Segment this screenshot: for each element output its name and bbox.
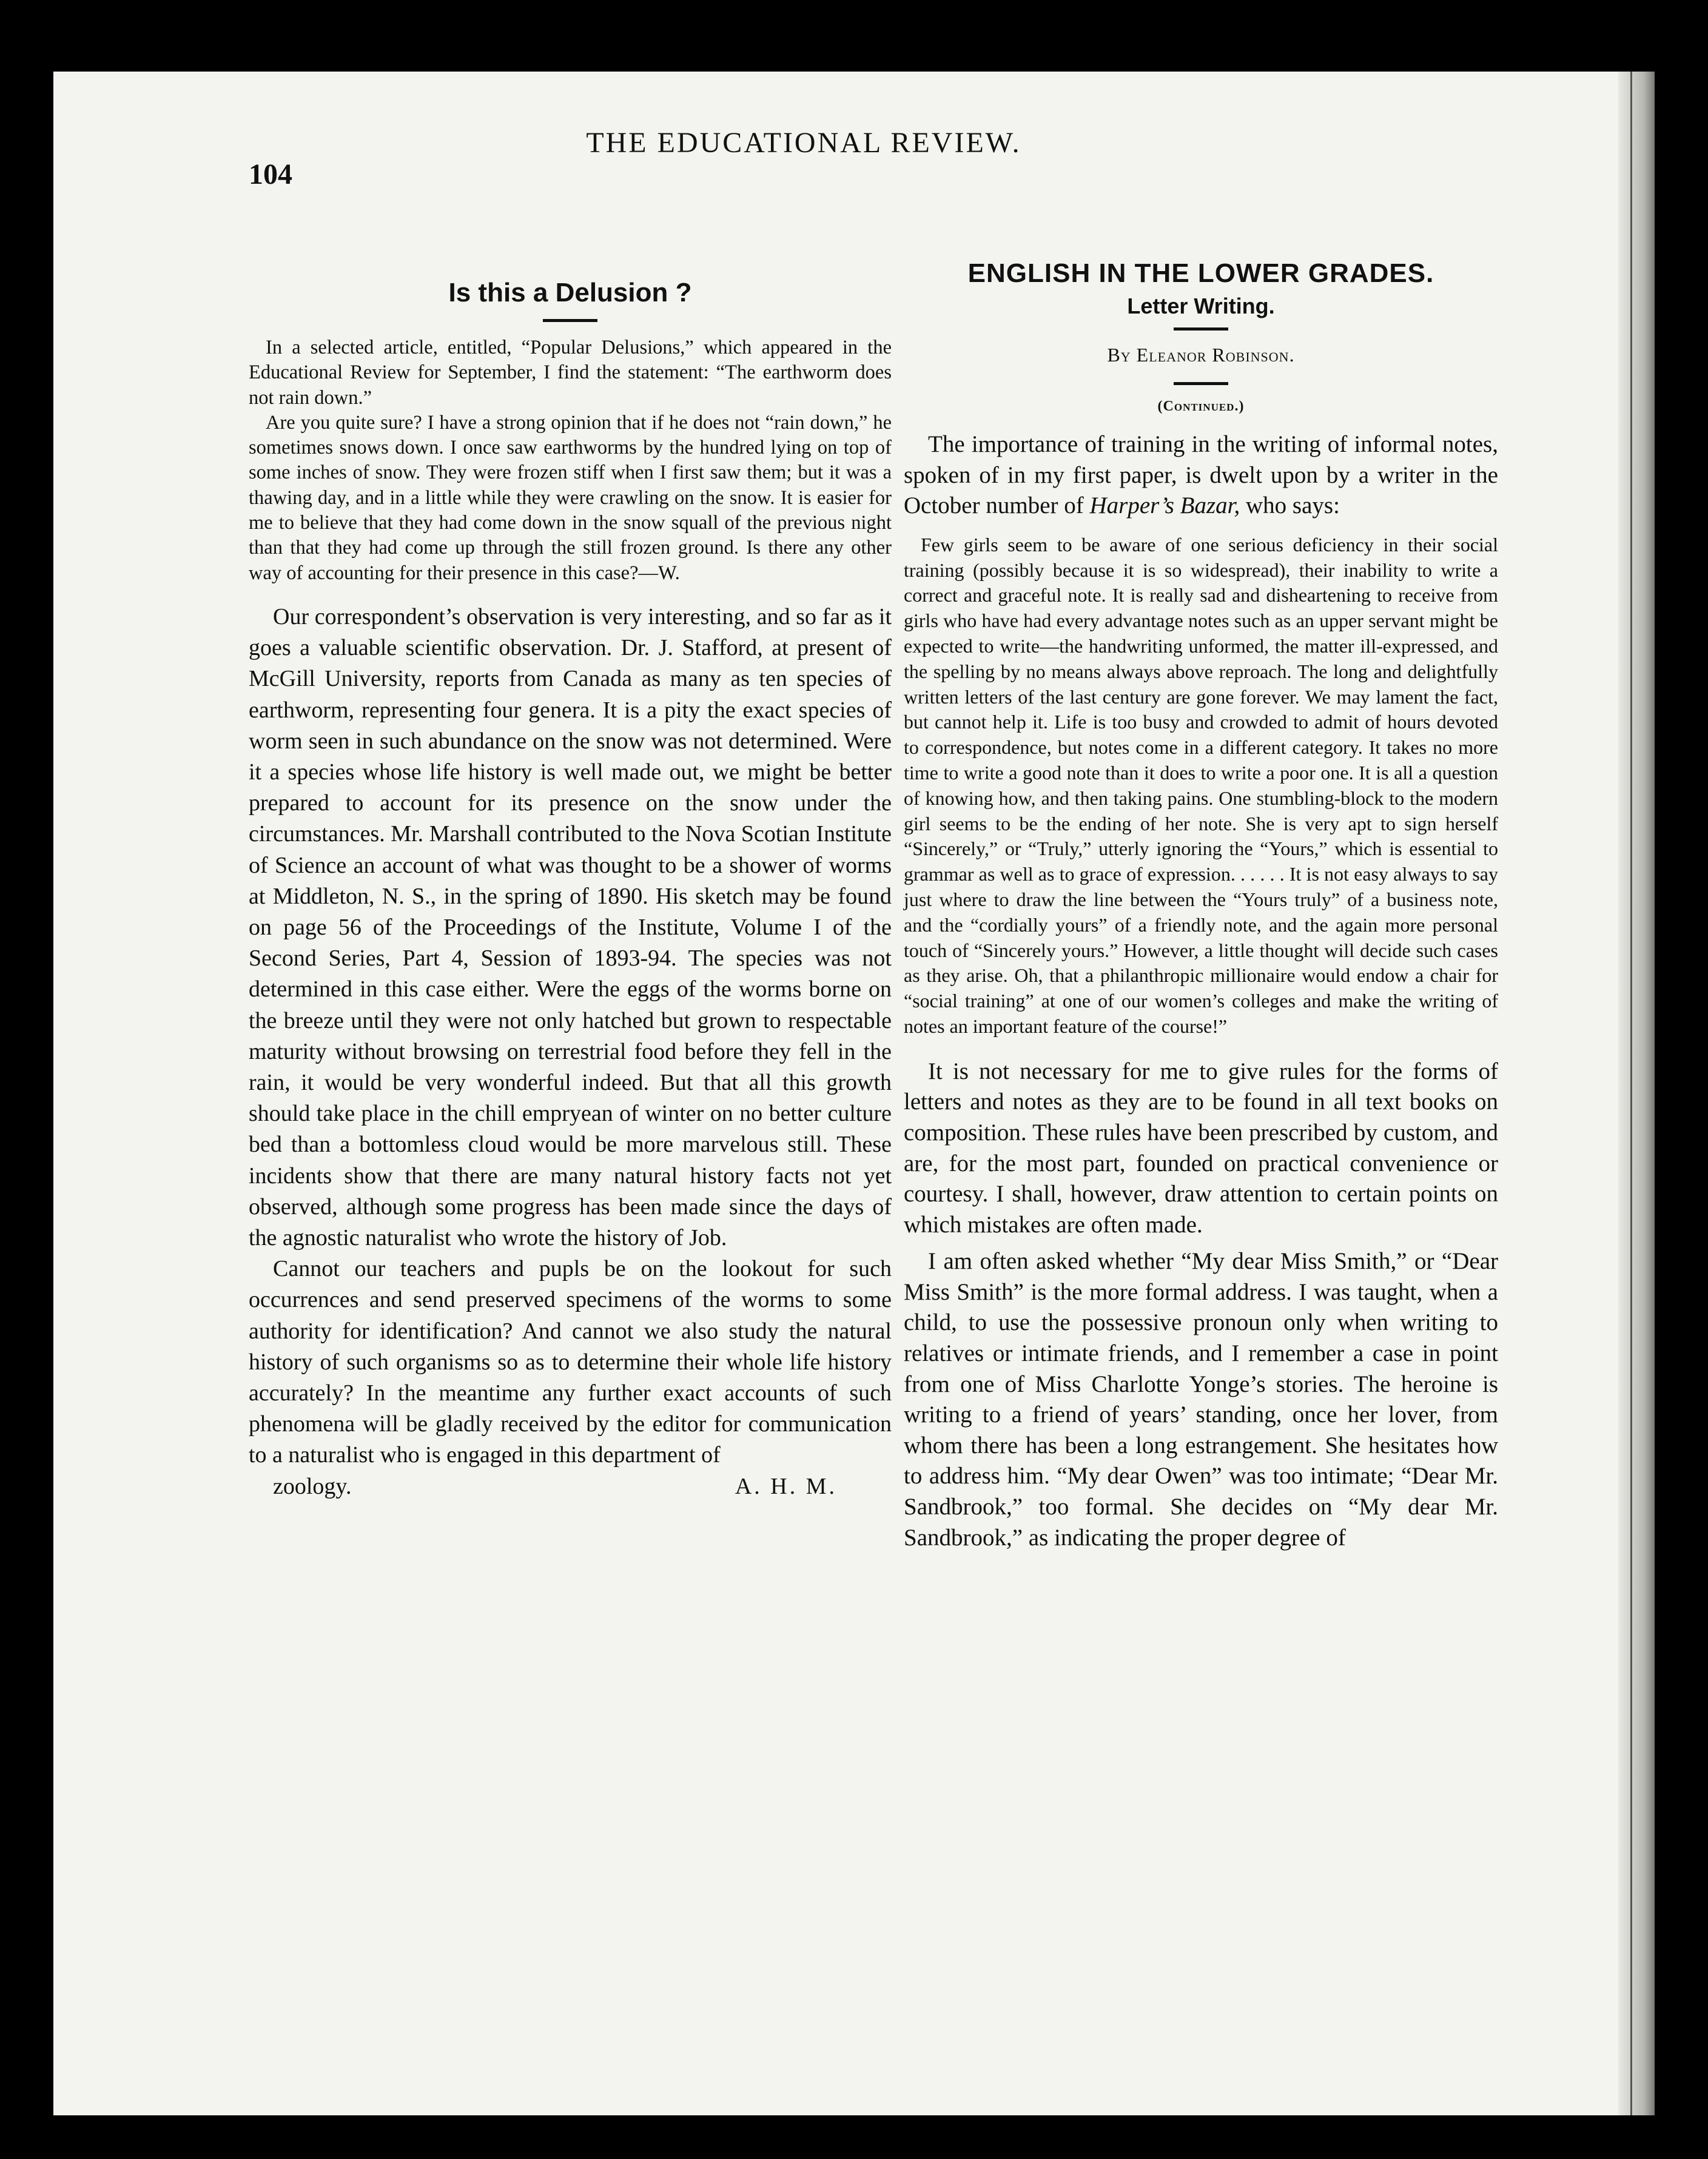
byline-prefix: By <box>1107 344 1131 366</box>
closing-line <box>249 1471 892 1502</box>
author-signature: A. H. M. <box>735 1473 837 1499</box>
article-title-delusion: Is this a Delusion ? <box>448 278 692 307</box>
right-column <box>904 176 1498 1553</box>
scan-border-top <box>0 0 1708 72</box>
byline <box>904 344 1498 366</box>
article-title-english: ENGLISH IN THE LOWER GRADES. <box>967 258 1434 288</box>
gutter-line <box>1630 72 1632 2115</box>
response-paragraph: Cannot our teachers and pupls be on the lookout for such occurrences and send preserved specimens of the worms to some authority for identification? And cannot we also study the natural history of such organisms so as to determine their whole life history accurately? In the meantime any further exact accounts of such phenomena will be gladly received by the editor for communication to a naturalist who is engaged in this department of <box>249 1256 892 1468</box>
gutter-shadow <box>1618 72 1655 2115</box>
letter-paragraph: In a selected article, entitled, “Popular Delusions,” which appeared in the Educational Review for September, I find the statement: “The earthworm does not rain down.” <box>249 337 892 409</box>
left-column <box>249 200 892 1502</box>
subtitle-rule <box>1174 327 1228 331</box>
continued-note: (Continued.) <box>1157 398 1245 414</box>
letter-paragraph: Are you quite sure? I have a strong opinion that if he does not “rain down,” he sometimes snows down. I once saw earthworms by the hundred lying on top of some inches of snow. They were frozen stiff when I first saw them; but it was a thawing day, and in a little while they were crawling on the snow. It is easier for me to believe that they had come down in the snow squall of the previous night than that they had come up through the still frozen ground. Is there any other way of accounting for their presence in this case?—W. <box>249 411 892 584</box>
closing-word: zoology. <box>273 1473 352 1499</box>
page-number: 104 <box>249 158 292 190</box>
scan-border-bottom <box>0 2115 1708 2159</box>
spacer <box>249 586 892 602</box>
intro-text: The importance of training in the writing of informal notes, spoken of in my first paper, is dwelt upon by a writer in the October number of <box>904 431 1498 519</box>
body-paragraph: I am often asked whether “My dear Miss Smith,” or “Dear Miss Smith” is the more formal address. I was taught, when a child, to use the possessive pronoun only when writing to relatives or intimate friends, and I remember a case in point from one of Miss Charlotte Yonge’s stories. The heroine is writing to a friend of years’ standing, once her lover, from whom there has been a long estrangement. She hesitates how to address him. “My dear Owen” was too intimate; “Dear Mr. Sandbrook,” too formal. She decides on “My dear Mr. Sandbrook,” as indicating the proper degree of <box>904 1248 1498 1551</box>
scan-border-left <box>0 0 53 2159</box>
response-paragraph: Our correspondent’s observation is very interesting, and so far as it goes a valuable scientific observation. Dr. J. Stafford, at present of McGill University, reports from Canada as many as ten species of earthworm, representing four genera. It is a pity the exact species of worm seen in such abundance on the snow was not determined. Were it a species whose life history is well made out, we might be better prepared to account for its presence on the snow under the circumstances. Mr. Marshall contributed to the Nova Scotian Institute of Science an account of what was thought to be a shower of worms at Middleton, N. S., in the spring of 1890. His sketch may be found on page 56 of the Proceedings of the Institute, Volume I of the Second Series, Part 4, Session of 1893-94. The species was not determined in this case either. Were the eggs of the worms borne on the breeze until they were not only hatched but grown to respectable maturity without browsing on terrestrial food before they fell in the rain, it would be very wonderful indeed. But that all this growth should take place in the chill empryean of winter on no better culture bed than a bottomless cloud would be more marvelous still. These incidents show that there are many natural history facts not yet observed, although some progress has been made since the days of the agnostic naturalist who wrote the history of Job. <box>249 603 892 1251</box>
intro-paragraph <box>904 429 1498 522</box>
title-rule <box>543 319 597 322</box>
running-head: THE EDUCATIONAL REVIEW. <box>586 127 1021 159</box>
scan-border-right <box>1655 0 1708 2159</box>
intro-tail: who says: <box>1246 492 1340 519</box>
body-paragraph: It is not necessary for me to give rules for the forms of letters and notes as they are to be found in all text books on composition. These rules have been prescribed by custom, and are, for the most part, founded on practical convenience or courtesy. I shall, however, draw attention to certain points on which mistakes are often made. <box>904 1058 1498 1238</box>
intro-publication: Harper’s Bazar, <box>1089 492 1240 519</box>
article-subtitle: Letter Writing. <box>1127 294 1275 318</box>
byline-rule <box>1174 382 1228 385</box>
block-quote: Few girls seem to be aware of one serious deficiency in their social training (possibly because it is so widespread), their inability to write a correct and graceful note. It is really sad and disheartening to receive from girls who have had every advantage notes such as an upper servant might be expected to write—the handwriting unformed, the matter ill-expressed, and the spelling by no means always above reproach. The long and delightfully written letters of the last century are gone forever. We may lament the fact, but cannot help it. Life is too busy and crowded to admit of hours devoted to correspondence, but notes come in a different category. It takes no more time to write a good note than it does to write a poor one. It is all a question of knowing how, and then taking pains. One stumbling-block to the modern girl seems to be the ending of her note. She is very apt to sign herself “Sincerely,” or “Truly,” utterly ignoring the “Yours,” which is essential to grammar as well as to grace of expression. . . . . . It is not easy always to say just where to draw the line between the “Yours truly” of a business note, and the “cordially yours” of a friendly note, and the again more personal touch of “Sincerely yours.” However, a little thought will decide such cases as they arise. Oh, that a philanthropic millionaire would endow a chair for “social training” at one of our women’s colleges and make the writing of notes an important feature of the course!” <box>904 533 1498 1037</box>
byline-author: Eleanor Robinson. <box>1136 344 1295 366</box>
